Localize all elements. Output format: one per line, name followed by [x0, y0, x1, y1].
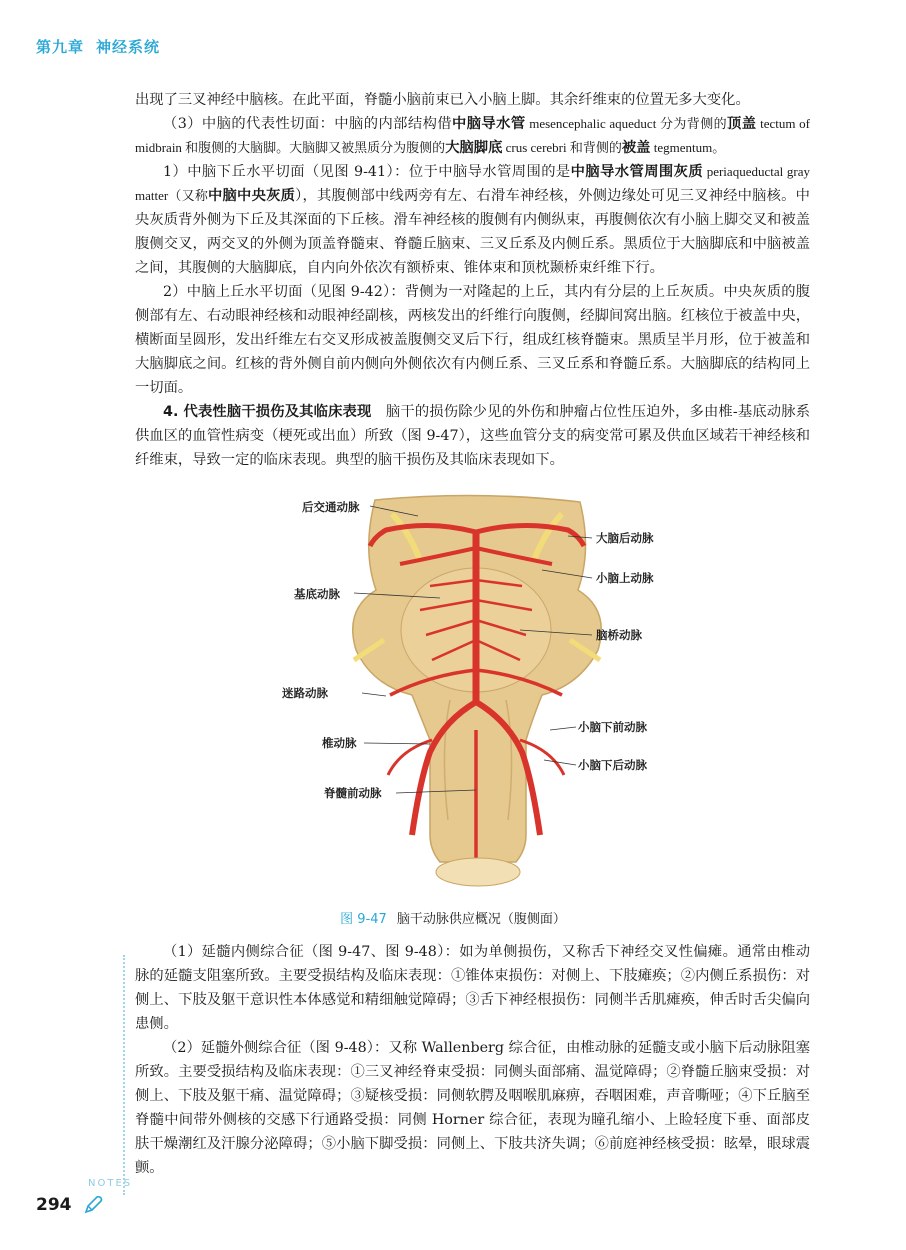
notes-margin-line [123, 955, 125, 1195]
label-anterior-spinal-artery: 脊髓前动脉 [324, 786, 382, 800]
label-posterior-cerebral-artery: 大脑后动脉 [596, 531, 654, 545]
label-pontine-arteries: 脑桥动脉 [596, 628, 642, 642]
text-block-bottom [135, 940, 810, 1180]
label-posterior-communicating-artery: 后交通动脉 [302, 500, 360, 514]
figure-number: 图 9-47 [340, 912, 387, 927]
notes-label: NOTES [88, 1178, 133, 1189]
section-heading: 4. 代表性脑干损伤及其临床表现 [163, 404, 372, 420]
paragraph-inferior-colliculus: 1）中脑下丘水平切面（见图 9-41）：位于中脑导水管周围的是中脑导水管周围灰质 periaqueductal gray matter（又称中脑中央灰质），其腹侧部中线两旁有左、右滑车神经核，外侧边缘处可见三叉神经中脑核。中央灰质背外侧为下丘及其深面的下丘核。滑车神经核的腹侧有内侧纵束，再腹侧依次有小脑上脚交叉和被盖腹侧交叉，两交叉的外侧为顶盖脊髓束、脊髓丘脑束、三叉丘系及内侧丘系。黑质位于大脑脚底和中脑被盖之间，其腹侧的大脑脚底，自内向外依次有额桥束、锥体束和顶枕颞桥束纤维下行。 [135, 164, 810, 276]
label-vertebral-artery: 椎动脉 [322, 736, 357, 750]
paragraph-medial-medullary: （1）延髓内侧综合征（图 9-47、图 9-48）：如为单侧损伤，又称舌下神经交叉性偏瘫。通常由椎动脉的延髓支阻塞所致。主要受损结构及临床表现：①锥体束损伤：对侧上、下肢瘫痪；②内侧丘系损伤：对侧上、下肢及躯干意识性本体感觉和精细触觉障碍；③舌下神经根损伤：同侧半舌肌瘫痪，伸舌时舌尖偏向患侧。 [135, 944, 810, 1032]
figure-title: 脑干动脉供应概况（腹侧面） [396, 912, 566, 927]
paragraph-superior-colliculus: 2）中脑上丘水平切面（见图 9-42）：背侧为一对隆起的上丘，其内有分层的上丘灰质。中央灰质的腹侧部有左、右动眼神经核和动眼神经副核，两核发出的纤维行向腹侧，经脚间窝出脑。红核位于被盖中央，横断面呈圆形，发出纤维左右交叉形成被盖腹侧交叉后下行，组成红核脊髓束。黑质呈半月形，位于被盖和大脑脚底之间。红核的背外侧自前内侧向外侧依次有内侧丘系、三叉丘系和脊髓丘系。大脑脚底的结构同上一切面。 [135, 284, 810, 396]
pen-icon [82, 1194, 104, 1216]
text-block-top [135, 88, 810, 472]
chapter-header [36, 36, 172, 57]
paragraph-brainstem-injury: 4. 代表性脑干损伤及其临床表现 脑干的损伤除少见的外伤和肿瘤占位性压迫外，多由椎-基底动脉系供血区的血管性病变（梗死或出血）所致（图 9-47），这些血管分支的病变常可累及供血区域若干神经核和纤维束，导致一定的临床表现。典型的脑干损伤及其临床表现如下。 [135, 404, 811, 468]
figure-caption [0, 908, 906, 927]
label-superior-cerebellar-artery: 小脑上动脉 [596, 571, 654, 585]
paragraph-1: 出现了三叉神经中脑核。在此平面，脊髓小脑前束已入小脑上脚。其余纤维束的位置无多大变化。 [135, 92, 750, 108]
brainstem-illustration [280, 490, 672, 890]
label-posterior-inferior-cerebellar-artery: 小脑下后动脉 [578, 758, 647, 772]
chapter-number: 第九章 [36, 38, 85, 56]
paragraph-midbrain-sections: （3）中脑的代表性切面：中脑的内部结构借中脑导水管 mesencephalic aqueduct 分为背侧的顶盖 tectum of midbrain 和腹侧的大脑脚。大脑脚又被黑质分为腹侧的大脑脚底 crus cerebri 和背侧的被盖 tegmentum。 [135, 116, 810, 156]
label-labyrinthine-artery: 迷路动脉 [282, 686, 328, 700]
page-number: 294 [36, 1195, 72, 1215]
paragraph-lateral-medullary: （2）延髓外侧综合征（图 9-48）：又称 Wallenberg 综合征，由椎动脉的延髓支或小脑下后动脉阻塞所致。主要受损结构及临床表现：①三叉神经脊束受损：同侧头面部痛、温觉障碍；②脊髓丘脑束受损：对侧上、下肢及躯干痛、温觉障碍；③疑核受损：同侧软腭及咽喉肌麻痹，吞咽困难，声音嘶哑；④下丘脑至脊髓中间带外侧核的交感下行通路受损：同侧 Horner 综合征，表现为瞳孔缩小、上睑轻度下垂、面部皮肤干燥潮红及汗腺分泌障碍；⑤小脑下脚受损：同侧上、下肢共济失调；⑥前庭神经核受损：眩晕，眼球震颤。 [135, 1040, 810, 1176]
chapter-title: 神经系统 [96, 38, 161, 56]
label-anterior-inferior-cerebellar-artery: 小脑下前动脉 [578, 720, 647, 734]
brainstem-artery-figure [280, 490, 672, 890]
label-basilar-artery: 基底动脉 [294, 587, 340, 601]
